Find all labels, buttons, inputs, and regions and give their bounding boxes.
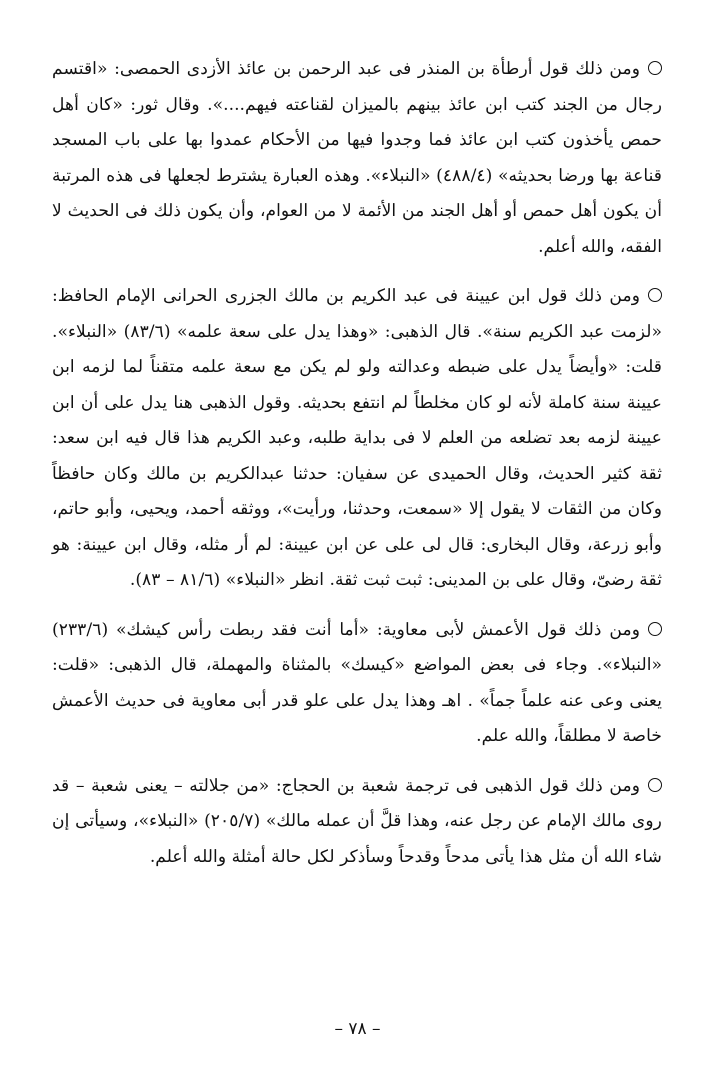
paragraph-text: ومن ذلك قول ابن عيينة فى عبد الكريم بن مالك الجزرى الحرانى الإمام الحافظ: «لزمت عبد الكريم سنة». قال الذهبى: «وهذا يدل على سعة علمه» (٨٣/٦) «النبلاء». قلت: «وأيضاً يدل على ضبطه وعدالته ولو لم يكن مع سعة علمه متقناً لما لزمه ابن عيينة سنة كاملة لأنه لو كان مخلطاً لم انتفع بحديثه. وقول الذهبى هنا يدل على أن ابن عيينة لزمه بعد تضلعه من العلم لا فى بداية طلبه، وعبد الكريم هذا قال فيه ابن سعد: ثقة كثير الحديث، وقال الحميدى عن سفيان: حدثنا عبدالكريم بن مالك وكان حافظاً وكان من الثقات لا يقول إلا «سمعت، وحدثنا، ورأيت»، ووثقه أحمد، ويحيى، وأبو حاتم، وأبو زرعة، وقال البخارى: قال لى على عن ابن عيينة: لم أر مثله، وقال ابن عيينة: هو ثقة رضىّ، وقال على بن المدينى: ثبت ثبت ثقة. انظر «النبلاء» (٨١/٦ – ٨٣). bbox=[52, 286, 662, 590]
circle-bullet-icon bbox=[648, 778, 662, 792]
paragraph-text: ومن ذلك قول الذهبى فى ترجمة شعبة بن الحجاج: «من جلالته – يعنى شعبة – قد روى مالك الإمام عن رجل عنه، وهذا قلَّ أن عمله مالك» (٢٠٥/٧) «النبلاء»، وسيأتى إن شاء الله أن مثل هذا يأتى مدحاً وقدحاً وسأذكر لكل حالة أمثلة والله أعلم. bbox=[52, 775, 662, 867]
circle-bullet-icon bbox=[648, 61, 662, 75]
circle-bullet-icon bbox=[648, 288, 662, 302]
page-number: – ٧٨ – bbox=[334, 1019, 381, 1039]
paragraph-1 bbox=[52, 52, 662, 265]
paragraph-text: ومن ذلك قول أرطأة بن المنذر فى عبد الرحمن بن عائذ الأزدى الحمصى: «اقتسم رجال من الجند كتب ابن عائذ بينهم بالميزان لقناعته فيهم....». وقال ثور: «كان أهل حمص يأخذون كتب ابن عائذ فما وجدوا فيها من الأحكام عمدوا بها على باب المسجد قناعة بها ورضا بحديثه» (٤٨٨/٤) «النبلاء». وهذه العبارة يشترط لجعلها فى هذه المرتبة أن يكون أهل حمص أو أهل الجند من الأئمة لا من العوام، وأن يكون ذلك فى الحديث لا الفقه، والله أعلم. bbox=[52, 59, 662, 257]
paragraph-2 bbox=[52, 279, 662, 599]
page-body bbox=[52, 52, 662, 889]
paragraph-3 bbox=[52, 613, 662, 755]
paragraph-text: ومن ذلك قول الأعمش لأبى معاوية: «أما أنت فقد ربطت رأس كيشك» (٢٣٣/٦) «النبلاء». وجاء فى بعض المواضع «كيسك» بالمثناة والمهملة، قال الذهبى: «قلت: يعنى وعى عنه علماً جماً» . اهـ وهذا يدل على علو قدر أبى معاوية فى حديث الأعمش خاصة لا مطلقاً، والله علم. bbox=[52, 619, 662, 746]
circle-bullet-icon bbox=[648, 622, 662, 636]
paragraph-4 bbox=[52, 769, 662, 876]
